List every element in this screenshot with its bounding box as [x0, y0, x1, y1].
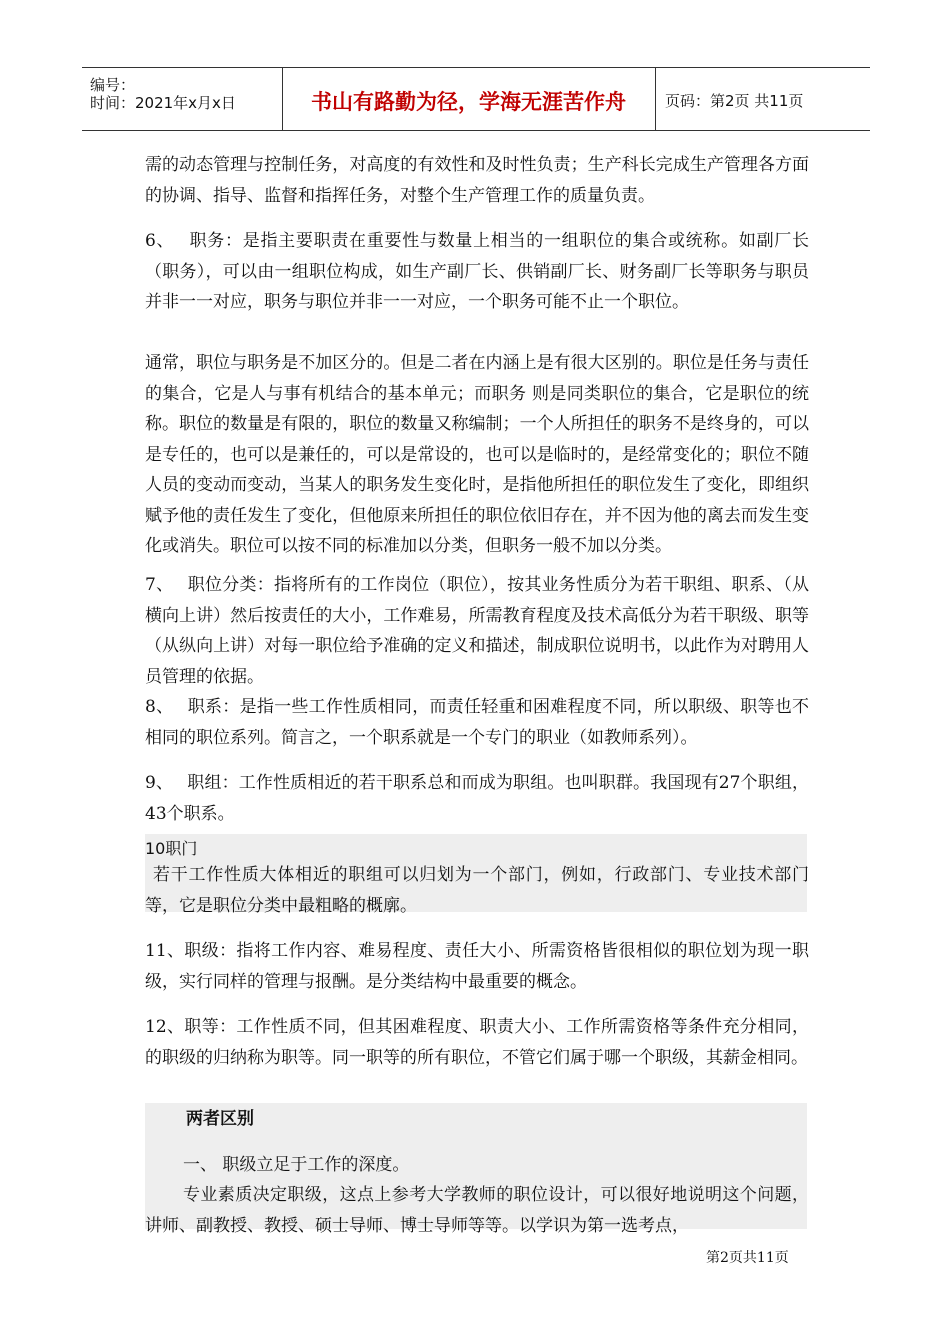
header-meta-cell	[82, 68, 283, 130]
header-page-cell	[655, 68, 870, 130]
paragraph-6: 6、 职务：是指主要职责在重要性与数量上相当的一组职位的集合或统称。如副厂长（职务），可以由一组职位构成，如生产副厂长、供销副厂长、财务副厂长等职务与职员并非一一对应，职务与职位并非一一对应，一个职务可能不止一个职位。	[145, 231, 809, 312]
paragraph-12: 12、职等：工作性质不同，但其困难程度、职责大小、工作所需资格等条件充分相同，的职级的归纳称为职等。同一职等的所有职位，不管它们属于哪一个职级，其薪金相同。	[145, 1017, 809, 1068]
section-title-diff: 两者区别	[186, 1109, 254, 1129]
time-label: 时间：2021年x月x日	[90, 94, 236, 112]
page-footer: 第2页共11页	[706, 1250, 789, 1266]
diff-paragraph: 专业素质决定职级，这点上参考大学教师的职位设计，可以很好地说明这个问题，讲师、副教授、教授、硕士导师、博士导师等等。以学识为第一选考点，	[145, 1185, 809, 1236]
paragraph-11: 11、职级：指将工作内容、难易程度、责任大小、所需资格皆很相似的职位划为现一职级，实行同样的管理与报酬。是分类结构中最重要的概念。	[145, 941, 809, 992]
motto: 书山有路勤为径，学海无涯苦作舟	[311, 90, 626, 114]
paragraph-8: 8、 职系：是指一些工作性质相同，而责任轻重和困难程度不同，所以职级、职等也不相同的职位系列。简言之，一个职系就是一个专门的职业（如教师系列）。	[145, 697, 809, 748]
paragraph-note: 通常，职位与职务是不加区分的。但是二者在内涵上是有很大区别的。职位是任务与责任的集合，它是人与事有机结合的基本单元；而职务 则是同类职位的集合，它是职位的统称。职位的数量是有限的，职位的数量又称编制；一个人所担任的职务不是终身的，可以是专任的，也可以是兼任的，可以是常设的，也可以是临时的，是经常变化的；职位不随人员的变动而变动，当某人的职务发生变化时，是指他所担任的职位发生了变化，即组织赋予他的责任发生了变化，但他原来所担任的职位依旧存在，并不因为他的离去而发生变化或消失。职位可以按不同的标准加以分类，但职务一般不加以分类。	[145, 353, 809, 556]
heading-10: 10职门	[145, 839, 198, 858]
header-motto-cell	[282, 68, 656, 130]
diff-item-1: 一、 职级立足于工作的深度。	[183, 1155, 410, 1175]
serial-label: 编号：	[90, 76, 136, 94]
paragraph-9: 9、 职组：工作性质相近的若干职系总和而成为职组。也叫职群。我国现有27个职组，43个职系。	[145, 773, 809, 824]
page-info: 页码：第2页 共11页	[665, 92, 804, 110]
paragraph-10: 若干工作性质大体相近的职组可以归划为一个部门，例如，行政部门、专业技术部门等，它是职位分类中最粗略的概廓。	[145, 865, 809, 916]
paragraph-intro: 需的动态管理与控制任务，对高度的有效性和及时性负责；生产科长完成生产管理各方面的协调、指导、监督和指挥任务，对整个生产管理工作的质量负责。	[145, 155, 809, 206]
paragraph-7: 7、 职位分类：指将所有的工作岗位（职位），按其业务性质分为若干职组、职系、（从横向上讲）然后按责任的大小，工作难易，所需教育程度及技术高低分为若干职级、职等（从纵向上讲）对每一职位给予准确的定义和描述，制成职位说明书，以此作为对聘用人员管理的依据。	[145, 575, 809, 687]
header-table	[82, 67, 870, 131]
